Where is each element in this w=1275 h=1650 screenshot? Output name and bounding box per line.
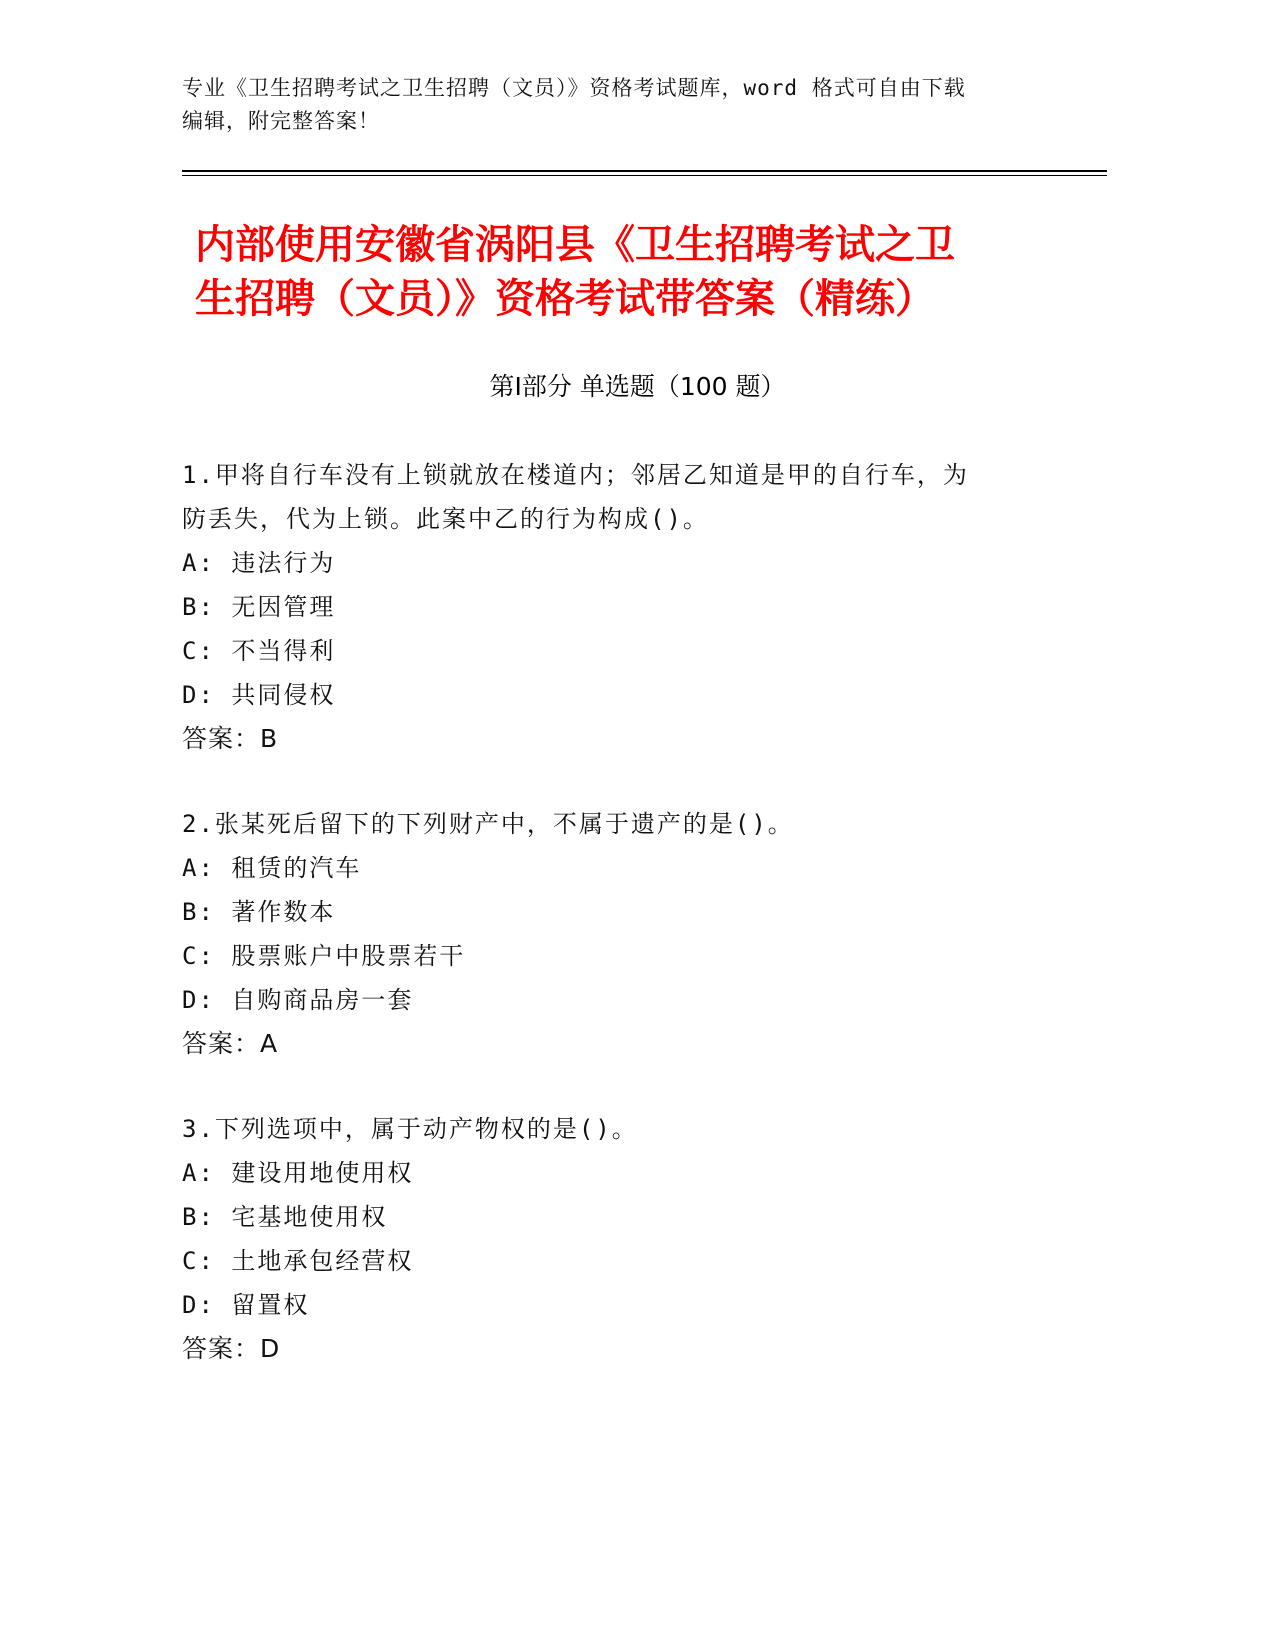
- question-stem: [182, 1107, 1082, 1151]
- question-stem-line: 1.甲将自行车没有上锁就放在楼道内；邻居乙知道是甲的自行车，为: [182, 461, 969, 489]
- header-divider-thin: [182, 175, 1107, 176]
- answer: 答案：A: [182, 1029, 279, 1058]
- option-a: A: 租赁的汽车: [182, 854, 362, 882]
- option-d: D: 自购商品房一套: [182, 986, 414, 1014]
- document-title-line-2: 生招聘（文员）》资格考试带答案（精练）: [195, 276, 935, 322]
- question-3: [182, 1107, 1082, 1371]
- question-stem: [182, 453, 1082, 541]
- option-c: C: 股票账户中股票若干: [182, 942, 466, 970]
- header-note: [182, 72, 1062, 138]
- option-b: B: 著作数本: [182, 898, 336, 926]
- section-heading: 第Ⅰ部分 单选题（100 题）: [489, 372, 786, 401]
- option-a: A: 违法行为: [182, 549, 336, 577]
- option-d: D: 留置权: [182, 1291, 310, 1319]
- header-divider-thick: [182, 170, 1107, 172]
- header-note-line-1: 专业《卫生招聘考试之卫生招聘（文员）》资格考试题库，word 格式可自由下载: [182, 76, 966, 100]
- option-c: C: 不当得利: [182, 637, 336, 665]
- option-b: B: 宅基地使用权: [182, 1203, 388, 1231]
- answer: 答案：B: [182, 724, 279, 753]
- answer: 答案：D: [182, 1334, 281, 1363]
- header-note-line-2: 编辑，附完整答案！: [182, 109, 380, 133]
- document-title: [195, 218, 1095, 326]
- option-d: D: 共同侵权: [182, 681, 336, 709]
- option-b: B: 无因管理: [182, 593, 336, 621]
- document-title-line-1: 内部使用安徽省涡阳县《卫生招聘考试之卫: [195, 222, 955, 268]
- question-stem: [182, 802, 1082, 846]
- question-stem-line: 2.张某死后留下的下列财产中，不属于遗产的是()。: [182, 810, 794, 838]
- question-2: [182, 802, 1082, 1066]
- option-a: A: 建设用地使用权: [182, 1159, 414, 1187]
- question-stem-line: 防丢失，代为上锁。此案中乙的行为构成()。: [182, 505, 709, 533]
- question-1: [182, 453, 1082, 761]
- option-c: C: 土地承包经营权: [182, 1247, 414, 1275]
- question-stem-line: 3.下列选项中，属于动产物权的是()。: [182, 1115, 638, 1143]
